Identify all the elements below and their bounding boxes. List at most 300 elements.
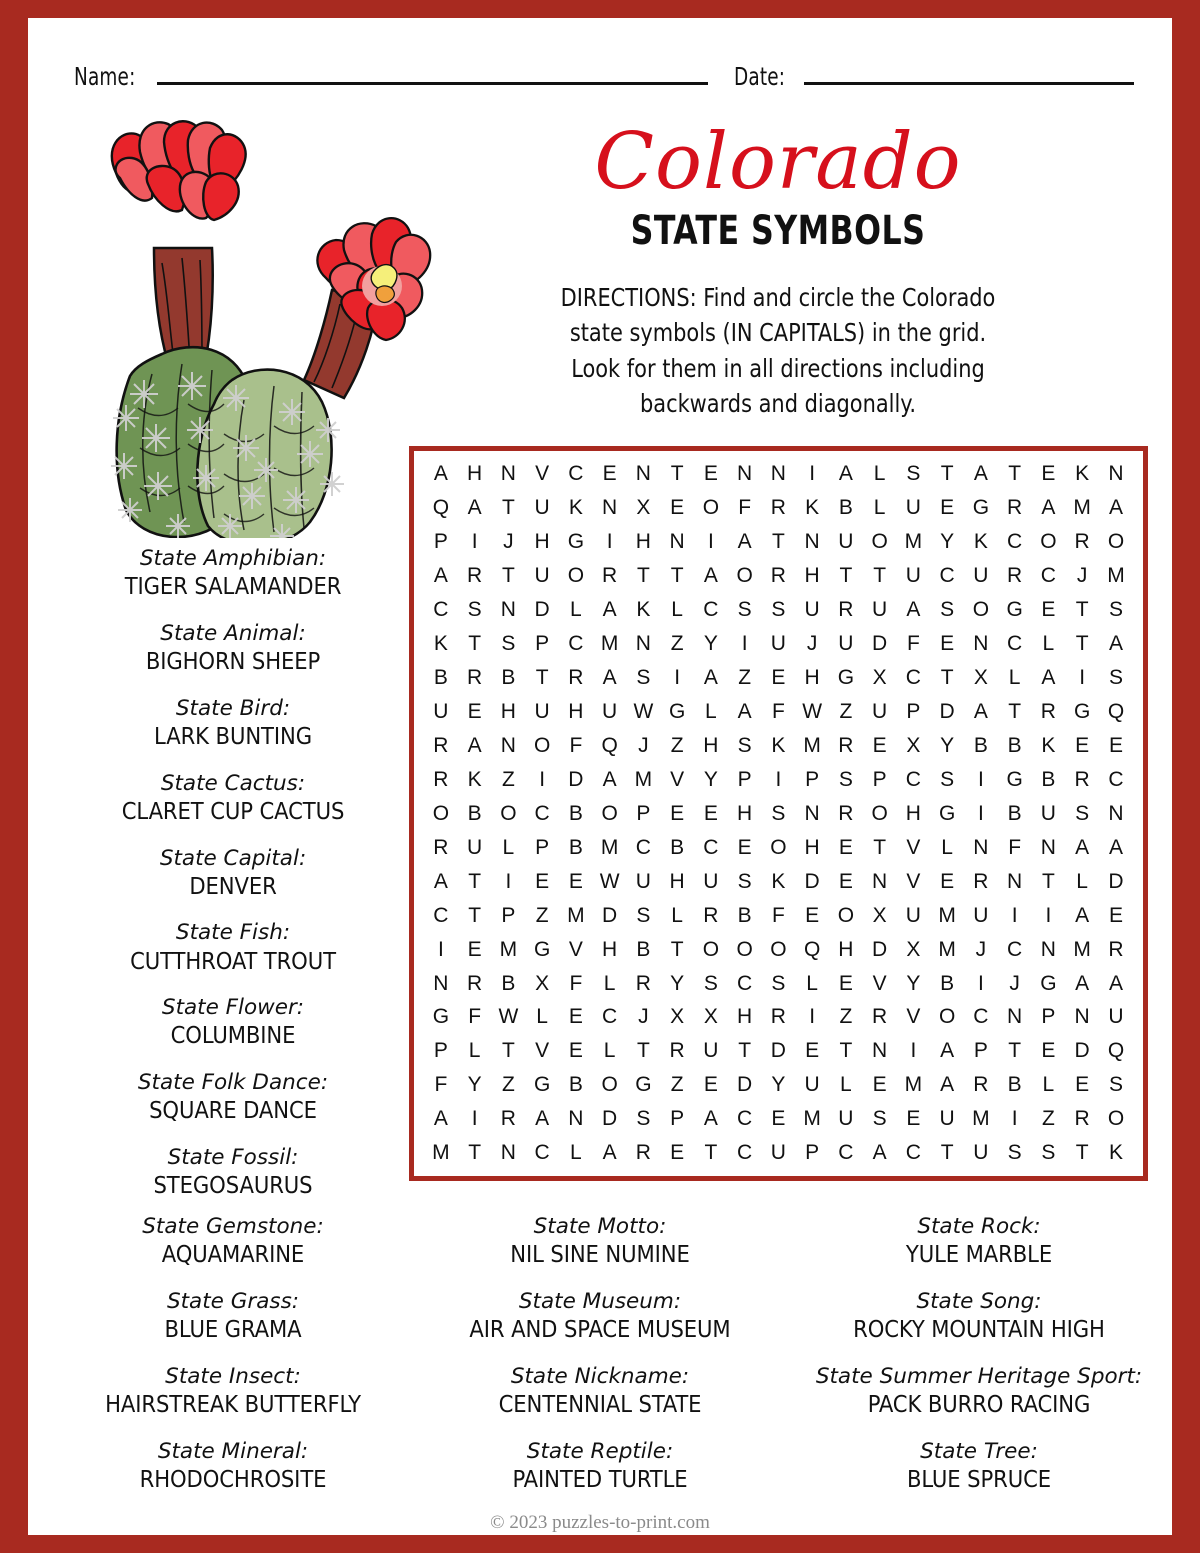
grid-cell[interactable]: A — [872, 1141, 887, 1165]
grid-cell[interactable]: P — [670, 1107, 685, 1131]
grid-cell[interactable]: A — [1075, 835, 1090, 859]
grid-cell[interactable]: T — [873, 835, 887, 859]
grid-cell[interactable]: Y — [703, 767, 718, 791]
grid-cell[interactable]: Y — [940, 530, 955, 554]
grid-cell[interactable]: S — [501, 632, 516, 656]
grid-cell[interactable]: U — [433, 700, 449, 724]
grid-cell[interactable]: B — [1041, 767, 1056, 791]
grid-cell[interactable]: T — [771, 530, 785, 554]
grid-cell[interactable]: E — [838, 971, 853, 995]
grid-cell[interactable]: U — [804, 1073, 820, 1097]
grid-cell[interactable]: E — [940, 869, 955, 893]
grid-cell[interactable]: S — [636, 666, 651, 690]
grid-cell[interactable]: S — [1007, 1141, 1022, 1165]
grid-cell[interactable]: C — [703, 835, 719, 859]
grid-cell[interactable]: S — [872, 1107, 887, 1131]
letter-grid-table[interactable] — [424, 457, 1133, 1170]
grid-cell[interactable]: M — [567, 903, 585, 927]
grid-cell[interactable]: Y — [467, 1073, 482, 1097]
grid-cell[interactable]: C — [939, 564, 955, 588]
grid-cell[interactable]: S — [940, 767, 955, 791]
grid-cell[interactable]: P — [973, 1039, 988, 1063]
grid-cell[interactable]: O — [837, 903, 855, 927]
grid-cell[interactable]: N — [602, 496, 618, 520]
grid-cell[interactable]: M — [600, 632, 619, 656]
grid-cell[interactable]: K — [973, 530, 988, 554]
grid-cell[interactable]: H — [500, 700, 516, 724]
grid-cell[interactable]: T — [501, 496, 515, 520]
grid-cell[interactable]: A — [1075, 903, 1090, 927]
grid-cell[interactable]: J — [638, 1005, 649, 1029]
grid-cell[interactable]: F — [569, 733, 583, 757]
grid-cell[interactable]: F — [738, 496, 752, 520]
grid-cell[interactable]: W — [802, 700, 823, 724]
grid-cell[interactable]: C — [534, 1141, 550, 1165]
grid-cell[interactable]: S — [737, 598, 752, 622]
grid-cell[interactable]: G — [837, 666, 855, 690]
grid-cell[interactable]: Q — [1107, 1039, 1125, 1063]
grid-cell[interactable]: T — [1008, 1039, 1022, 1063]
grid-cell[interactable]: S — [737, 733, 752, 757]
grid-cell[interactable]: X — [872, 903, 887, 927]
grid-cell[interactable]: O — [972, 598, 990, 622]
grid-cell[interactable]: L — [502, 835, 515, 859]
grid-cell[interactable]: B — [1007, 733, 1022, 757]
grid-cell[interactable]: T — [501, 1039, 515, 1063]
grid-cell[interactable]: I — [775, 767, 782, 791]
grid-cell[interactable]: M — [1073, 496, 1091, 520]
grid-cell[interactable]: H — [737, 801, 753, 825]
grid-cell[interactable]: S — [636, 1107, 651, 1131]
grid-cell[interactable]: H — [467, 462, 483, 486]
grid-cell[interactable]: U — [838, 530, 854, 554]
grid-cell[interactable]: E — [568, 869, 583, 893]
grid-cell[interactable]: N — [1007, 1005, 1023, 1029]
grid-cell[interactable]: E — [1041, 462, 1056, 486]
grid-cell[interactable]: R — [500, 1107, 516, 1131]
grid-cell[interactable]: T — [1008, 462, 1022, 486]
grid-cell[interactable]: C — [1007, 530, 1023, 554]
grid-cell[interactable]: V — [535, 1039, 550, 1063]
grid-cell[interactable]: I — [471, 530, 478, 554]
grid-cell[interactable]: L — [671, 598, 683, 622]
grid-cell[interactable]: L — [536, 1005, 548, 1029]
grid-cell[interactable]: S — [1108, 1073, 1123, 1097]
grid-cell[interactable]: J — [1076, 564, 1088, 588]
grid-cell[interactable]: D — [939, 700, 955, 724]
grid-cell[interactable]: A — [1075, 971, 1090, 995]
grid-cell[interactable]: C — [1108, 767, 1124, 791]
grid-cell[interactable]: I — [539, 767, 546, 791]
grid-cell[interactable]: C — [568, 462, 584, 486]
word-search-grid[interactable] — [409, 446, 1148, 1181]
name-input-line[interactable] — [157, 82, 708, 85]
grid-cell[interactable]: E — [1108, 733, 1123, 757]
grid-cell[interactable]: U — [905, 903, 921, 927]
grid-cell[interactable]: K — [467, 767, 482, 791]
grid-cell[interactable]: K — [636, 598, 651, 622]
grid-cell[interactable]: P — [805, 767, 820, 791]
grid-cell[interactable]: E — [1108, 903, 1123, 927]
grid-cell[interactable]: U — [838, 632, 854, 656]
grid-cell[interactable]: L — [873, 496, 886, 520]
grid-cell[interactable]: K — [1041, 733, 1056, 757]
grid-cell[interactable]: P — [906, 700, 921, 724]
grid-cell[interactable]: N — [568, 1107, 584, 1131]
grid-cell[interactable]: M — [972, 1107, 990, 1131]
grid-cell[interactable]: O — [1107, 530, 1125, 554]
grid-cell[interactable]: S — [1108, 666, 1123, 690]
grid-cell[interactable]: H — [703, 733, 719, 757]
grid-cell[interactable]: I — [977, 767, 984, 791]
grid-cell[interactable]: T — [1075, 598, 1089, 622]
grid-cell[interactable]: R — [433, 835, 449, 859]
grid-cell[interactable]: K — [771, 733, 786, 757]
grid-cell[interactable]: C — [973, 1005, 989, 1029]
grid-cell[interactable]: E — [670, 496, 685, 520]
grid-cell[interactable]: T — [1075, 632, 1089, 656]
grid-cell[interactable]: N — [433, 971, 449, 995]
grid-cell[interactable]: C — [737, 1107, 753, 1131]
grid-cell[interactable]: J — [503, 530, 514, 554]
grid-cell[interactable]: U — [804, 598, 820, 622]
grid-cell[interactable]: D — [872, 937, 888, 961]
grid-cell[interactable]: B — [636, 937, 651, 961]
grid-cell[interactable]: Q — [432, 496, 450, 520]
grid-cell[interactable]: C — [905, 767, 921, 791]
grid-cell[interactable]: L — [705, 700, 717, 724]
grid-cell[interactable]: T — [940, 666, 954, 690]
grid-cell[interactable]: U — [602, 700, 618, 724]
grid-cell[interactable]: I — [471, 1107, 478, 1131]
grid-cell[interactable]: A — [703, 666, 718, 690]
grid-cell[interactable]: T — [670, 564, 684, 588]
grid-cell[interactable]: B — [1007, 801, 1022, 825]
grid-cell[interactable]: U — [905, 496, 921, 520]
grid-cell[interactable]: W — [633, 700, 654, 724]
grid-cell[interactable]: R — [770, 496, 786, 520]
grid-cell[interactable]: R — [1074, 530, 1090, 554]
grid-cell[interactable]: T — [1008, 700, 1022, 724]
grid-cell[interactable]: M — [904, 1073, 923, 1097]
grid-cell[interactable]: O — [567, 564, 585, 588]
grid-cell[interactable]: T — [501, 564, 515, 588]
grid-cell[interactable]: R — [1074, 1107, 1090, 1131]
grid-cell[interactable]: O — [736, 564, 753, 588]
grid-cell[interactable]: N — [635, 462, 651, 486]
grid-cell[interactable]: Z — [839, 700, 853, 724]
grid-cell[interactable]: G — [635, 1073, 652, 1097]
grid-cell[interactable]: Z — [1041, 1107, 1055, 1131]
grid-cell[interactable]: S — [1108, 598, 1123, 622]
grid-cell[interactable]: N — [1108, 801, 1124, 825]
grid-cell[interactable]: P — [535, 835, 550, 859]
grid-cell[interactable]: Z — [501, 767, 515, 791]
grid-cell[interactable]: R — [1007, 496, 1023, 520]
grid-cell[interactable]: F — [906, 632, 920, 656]
grid-cell[interactable]: T — [1075, 1141, 1089, 1165]
grid-cell[interactable]: R — [635, 1141, 651, 1165]
grid-cell[interactable]: B — [467, 801, 482, 825]
grid-cell[interactable]: O — [770, 835, 787, 859]
grid-cell[interactable]: S — [838, 767, 853, 791]
grid-cell[interactable]: I — [606, 530, 613, 554]
grid-cell[interactable]: L — [603, 971, 616, 995]
grid-cell[interactable]: S — [771, 598, 786, 622]
grid-cell[interactable]: Q — [803, 937, 821, 961]
grid-cell[interactable]: R — [770, 1005, 786, 1029]
grid-cell[interactable]: G — [1073, 700, 1091, 724]
grid-cell[interactable]: C — [905, 666, 921, 690]
grid-cell[interactable]: M — [904, 530, 923, 554]
grid-cell[interactable]: R — [973, 869, 989, 893]
grid-cell[interactable]: O — [432, 801, 450, 825]
grid-cell[interactable]: I — [1079, 666, 1086, 690]
grid-cell[interactable]: M — [803, 1107, 821, 1131]
grid-cell[interactable]: R — [433, 767, 449, 791]
grid-cell[interactable]: D — [737, 1073, 753, 1097]
grid-cell[interactable]: A — [737, 530, 752, 554]
grid-cell[interactable]: L — [1042, 1073, 1055, 1097]
grid-cell[interactable]: A — [433, 1107, 448, 1131]
grid-cell[interactable]: C — [568, 632, 584, 656]
grid-cell[interactable]: Z — [670, 733, 684, 757]
grid-cell[interactable]: U — [534, 496, 550, 520]
grid-cell[interactable]: M — [938, 903, 956, 927]
grid-cell[interactable]: G — [533, 937, 551, 961]
grid-cell[interactable]: U — [1108, 1005, 1124, 1029]
grid-cell[interactable]: E — [1075, 733, 1090, 757]
grid-cell[interactable]: Z — [670, 1073, 684, 1097]
grid-cell[interactable]: C — [703, 598, 719, 622]
grid-cell[interactable]: E — [670, 1141, 685, 1165]
grid-cell[interactable]: L — [1008, 666, 1021, 690]
grid-cell[interactable]: M — [1073, 937, 1091, 961]
grid-cell[interactable]: E — [805, 903, 820, 927]
grid-cell[interactable]: L — [468, 1039, 481, 1063]
grid-cell[interactable]: P — [872, 767, 887, 791]
grid-cell[interactable]: E — [805, 1039, 820, 1063]
grid-cell[interactable]: O — [601, 801, 618, 825]
grid-cell[interactable]: N — [500, 733, 516, 757]
grid-cell[interactable]: N — [872, 869, 888, 893]
grid-cell[interactable]: E — [602, 462, 617, 486]
grid-cell[interactable]: N — [1074, 1005, 1090, 1029]
grid-cell[interactable]: N — [1040, 835, 1056, 859]
grid-cell[interactable]: U — [534, 700, 550, 724]
grid-cell[interactable]: X — [636, 496, 651, 520]
grid-cell[interactable]: G — [668, 700, 686, 724]
grid-cell[interactable]: C — [1007, 937, 1023, 961]
grid-cell[interactable]: B — [940, 971, 955, 995]
grid-cell[interactable]: O — [871, 801, 888, 825]
grid-cell[interactable]: F — [771, 700, 785, 724]
grid-cell[interactable]: H — [838, 937, 854, 961]
grid-cell[interactable]: K — [433, 632, 448, 656]
grid-cell[interactable]: C — [433, 903, 449, 927]
grid-cell[interactable]: N — [770, 462, 786, 486]
grid-cell[interactable]: S — [703, 971, 718, 995]
grid-cell[interactable]: G — [1006, 598, 1023, 622]
grid-cell[interactable]: A — [1108, 971, 1123, 995]
grid-cell[interactable]: S — [636, 903, 651, 927]
grid-cell[interactable]: R — [838, 733, 854, 757]
grid-cell[interactable]: Y — [906, 971, 921, 995]
grid-cell[interactable]: T — [873, 564, 887, 588]
grid-cell[interactable]: H — [602, 937, 618, 961]
grid-cell[interactable]: D — [1108, 869, 1124, 893]
grid-cell[interactable]: G — [533, 1073, 551, 1097]
grid-cell[interactable]: R — [568, 666, 584, 690]
grid-cell[interactable]: T — [940, 462, 954, 486]
grid-cell[interactable]: B — [973, 733, 988, 757]
grid-cell[interactable]: X — [535, 971, 550, 995]
grid-cell[interactable]: T — [738, 1039, 752, 1063]
grid-cell[interactable]: E — [872, 1073, 887, 1097]
grid-cell[interactable]: E — [568, 1005, 583, 1029]
grid-cell[interactable]: G — [1006, 767, 1023, 791]
grid-cell[interactable]: H — [669, 869, 685, 893]
grid-cell[interactable]: A — [602, 666, 617, 690]
grid-cell[interactable]: Y — [940, 733, 955, 757]
grid-cell[interactable]: H — [737, 1005, 753, 1029]
grid-cell[interactable]: O — [770, 937, 787, 961]
grid-cell[interactable]: N — [973, 835, 989, 859]
grid-cell[interactable]: U — [703, 869, 719, 893]
grid-cell[interactable]: A — [433, 869, 448, 893]
grid-cell[interactable]: I — [674, 666, 681, 690]
grid-cell[interactable]: S — [467, 598, 482, 622]
grid-cell[interactable]: V — [670, 767, 685, 791]
grid-cell[interactable]: F — [468, 1005, 482, 1029]
grid-cell[interactable]: D — [1074, 1039, 1090, 1063]
grid-cell[interactable]: A — [467, 733, 482, 757]
grid-cell[interactable]: I — [809, 1005, 816, 1029]
grid-cell[interactable]: U — [905, 564, 921, 588]
grid-cell[interactable]: O — [533, 733, 551, 757]
grid-cell[interactable]: X — [906, 733, 921, 757]
grid-cell[interactable]: Z — [535, 903, 549, 927]
grid-cell[interactable]: N — [500, 1141, 516, 1165]
grid-cell[interactable]: H — [534, 530, 550, 554]
grid-cell[interactable]: A — [602, 767, 617, 791]
grid-cell[interactable]: E — [703, 1073, 718, 1097]
grid-cell[interactable]: B — [568, 801, 583, 825]
grid-cell[interactable]: A — [1108, 632, 1123, 656]
grid-cell[interactable]: I — [809, 462, 816, 486]
grid-cell[interactable]: P — [433, 530, 448, 554]
grid-cell[interactable]: J — [806, 632, 818, 656]
grid-cell[interactable]: D — [568, 767, 584, 791]
grid-cell[interactable]: R — [433, 733, 449, 757]
grid-cell[interactable]: A — [602, 598, 617, 622]
grid-cell[interactable]: B — [737, 903, 752, 927]
grid-cell[interactable]: X — [973, 666, 988, 690]
grid-cell[interactable]: G — [567, 530, 585, 554]
grid-cell[interactable]: U — [703, 1039, 719, 1063]
grid-cell[interactable]: X — [906, 937, 921, 961]
grid-cell[interactable]: C — [433, 598, 449, 622]
grid-cell[interactable]: J — [975, 937, 987, 961]
grid-cell[interactable]: N — [973, 632, 989, 656]
grid-cell[interactable]: B — [838, 496, 853, 520]
grid-cell[interactable]: U — [973, 564, 989, 588]
grid-cell[interactable]: M — [432, 1141, 450, 1165]
grid-cell[interactable]: B — [501, 971, 516, 995]
grid-cell[interactable]: U — [939, 1107, 955, 1131]
grid-cell[interactable]: G — [972, 496, 990, 520]
grid-cell[interactable]: A — [433, 564, 448, 588]
grid-cell[interactable]: K — [568, 496, 583, 520]
grid-cell[interactable]: U — [872, 598, 888, 622]
grid-cell[interactable]: C — [737, 1141, 753, 1165]
grid-cell[interactable]: V — [568, 937, 583, 961]
grid-cell[interactable]: R — [703, 903, 719, 927]
grid-cell[interactable]: E — [872, 733, 887, 757]
grid-cell[interactable]: L — [1042, 632, 1055, 656]
grid-cell[interactable]: E — [906, 1107, 921, 1131]
grid-cell[interactable]: A — [1041, 666, 1056, 690]
grid-cell[interactable]: Y — [670, 971, 685, 995]
grid-cell[interactable]: E — [703, 801, 718, 825]
grid-cell[interactable]: I — [977, 971, 984, 995]
grid-cell[interactable]: C — [737, 971, 753, 995]
grid-cell[interactable]: U — [973, 903, 989, 927]
grid-cell[interactable]: A — [703, 1107, 718, 1131]
grid-cell[interactable]: P — [501, 903, 516, 927]
grid-cell[interactable]: D — [804, 869, 820, 893]
grid-cell[interactable]: C — [905, 1141, 921, 1165]
grid-cell[interactable]: E — [535, 869, 550, 893]
grid-cell[interactable]: N — [804, 530, 820, 554]
grid-cell[interactable]: M — [938, 937, 956, 961]
grid-cell[interactable]: B — [670, 835, 685, 859]
grid-cell[interactable]: N — [872, 1039, 888, 1063]
grid-cell[interactable]: E — [771, 1107, 786, 1131]
grid-cell[interactable]: T — [636, 1039, 650, 1063]
grid-cell[interactable]: E — [1075, 1073, 1090, 1097]
grid-cell[interactable]: O — [702, 496, 720, 520]
grid-cell[interactable]: D — [872, 632, 888, 656]
grid-cell[interactable]: F — [771, 903, 785, 927]
grid-cell[interactable]: C — [1040, 564, 1056, 588]
grid-cell[interactable]: R — [872, 1005, 888, 1029]
grid-cell[interactable]: B — [568, 1073, 583, 1097]
grid-cell[interactable]: M — [1107, 564, 1125, 588]
grid-cell[interactable]: V — [535, 462, 550, 486]
grid-cell[interactable]: E — [737, 835, 752, 859]
grid-cell[interactable]: O — [1040, 530, 1057, 554]
grid-cell[interactable]: P — [535, 632, 550, 656]
grid-cell[interactable]: V — [906, 835, 921, 859]
grid-cell[interactable]: T — [468, 632, 482, 656]
grid-cell[interactable]: N — [804, 801, 820, 825]
grid-cell[interactable]: X — [872, 666, 887, 690]
grid-cell[interactable]: F — [434, 1073, 448, 1097]
grid-cell[interactable]: L — [873, 462, 886, 486]
grid-cell[interactable]: S — [737, 869, 752, 893]
grid-cell[interactable]: N — [500, 598, 516, 622]
grid-cell[interactable]: B — [501, 666, 516, 690]
grid-cell[interactable]: D — [602, 1107, 618, 1131]
grid-cell[interactable]: E — [467, 937, 482, 961]
grid-cell[interactable]: Z — [839, 1005, 853, 1029]
grid-cell[interactable]: R — [838, 598, 854, 622]
grid-cell[interactable]: H — [635, 530, 651, 554]
grid-cell[interactable]: I — [707, 530, 714, 554]
grid-cell[interactable]: U — [1040, 801, 1056, 825]
grid-cell[interactable]: A — [433, 462, 448, 486]
